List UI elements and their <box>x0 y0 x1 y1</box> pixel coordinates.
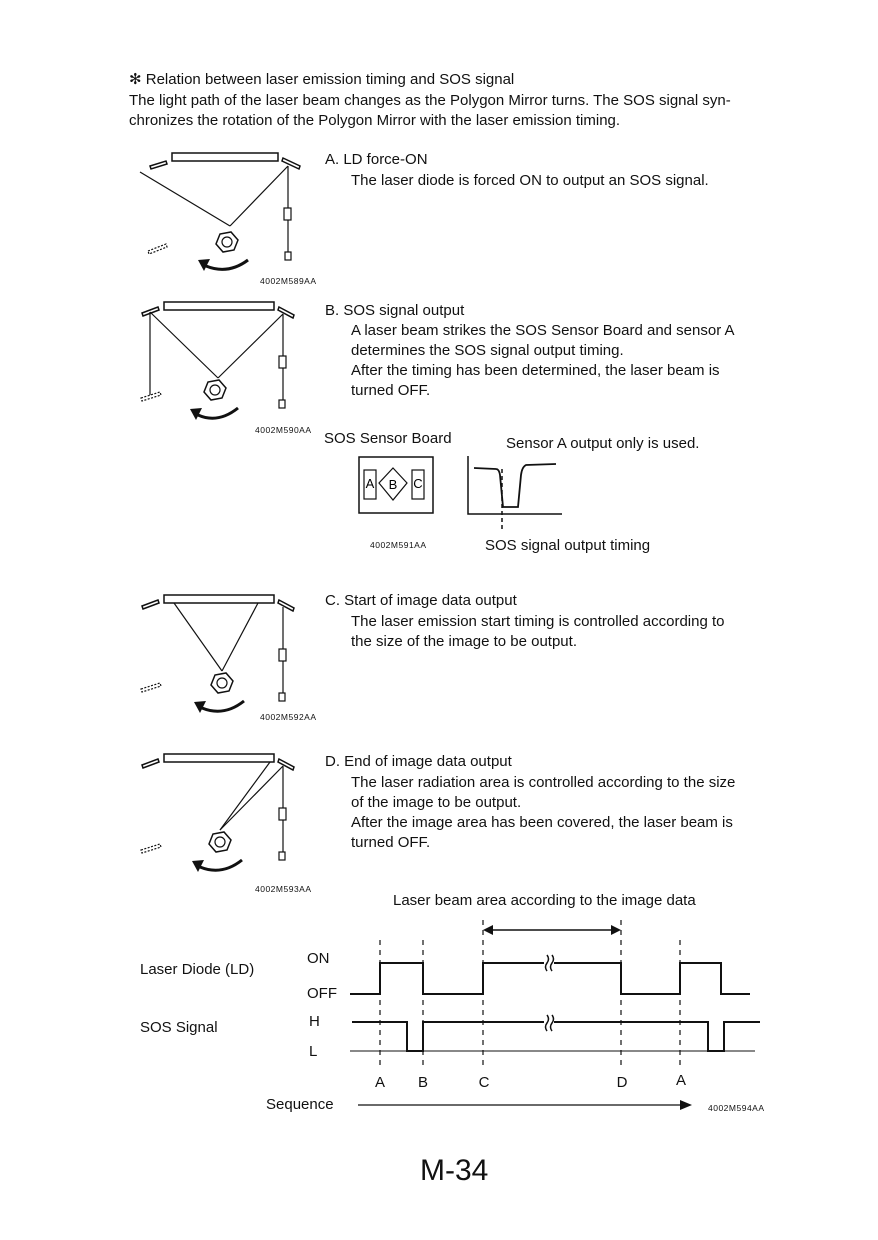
figure-code-timing: 4002M594AA <box>708 1103 765 1113</box>
step-d-title: D. End of image data output <box>325 753 512 770</box>
polygon-mirror-diagram-d <box>138 750 313 880</box>
step-d-line-4: turned OFF. <box>351 834 431 851</box>
h-label: H <box>309 1013 320 1030</box>
page-number: M-34 <box>420 1154 489 1187</box>
sensor-c-label: C <box>413 476 423 491</box>
marker-a-repeat: A <box>675 1072 687 1089</box>
marker-b: B <box>417 1074 429 1091</box>
step-a-title: A. LD force-ON <box>325 151 428 168</box>
figure-code-a: 4002M589AA <box>260 276 317 286</box>
sequence-label: Sequence <box>266 1096 334 1113</box>
l-label: L <box>309 1043 318 1060</box>
step-d-line-1: The laser radiation area is controlled according to the size <box>351 774 736 791</box>
marker-c: C <box>478 1074 490 1091</box>
marker-a: A <box>374 1074 386 1091</box>
step-b-line-3: After the timing has been determined, the laser beam is <box>351 362 720 379</box>
step-b-title: B. SOS signal output <box>325 302 465 319</box>
marker-d: D <box>616 1074 628 1091</box>
sos-output-timing-label: SOS signal output timing <box>485 537 651 554</box>
step-b-line-1: A laser beam strikes the SOS Sensor Board and sensor A <box>351 322 735 339</box>
intro-text-line-2: chronizes the rotation of the Polygon Mirror with the laser emission timing. <box>129 112 621 129</box>
off-label: OFF <box>307 985 337 1002</box>
sensor-a-label: A <box>365 476 375 491</box>
polygon-mirror-diagram-a <box>138 148 313 278</box>
sensor-output-note: Sensor A output only is used. <box>506 435 700 452</box>
step-d-line-2: of the image to be output. <box>351 794 522 811</box>
sos-signal-label: SOS Signal <box>140 1019 218 1036</box>
sensor-b-label: B <box>388 477 398 492</box>
polygon-mirror-diagram-c <box>138 591 313 721</box>
sos-sensor-board-diagram <box>358 456 434 514</box>
figure-code-c: 4002M592AA <box>260 712 317 722</box>
figure-code-d: 4002M593AA <box>255 884 312 894</box>
figure-code-b: 4002M590AA <box>255 425 312 435</box>
section-heading: ✻ Relation between laser emission timing and SOS signal <box>129 71 515 88</box>
sensor-a-output-waveform <box>466 455 564 531</box>
step-d-line-3: After the image area has been covered, the laser beam is <box>351 814 733 831</box>
figure-code-sensor: 4002M591AA <box>370 540 427 550</box>
step-c-line-2: the size of the image to be output. <box>351 633 577 650</box>
laser-diode-label: Laser Diode (LD) <box>140 961 255 978</box>
step-c-line-1: The laser emission start timing is controlled according to <box>351 613 725 630</box>
sos-sensor-board-label: SOS Sensor Board <box>324 430 452 447</box>
step-b-line-2: determines the SOS signal output timing. <box>351 342 624 359</box>
intro-text-line-1: The light path of the laser beam changes as the Polygon Mirror turns. The SOS signal syn- <box>129 92 731 109</box>
step-b-line-4: turned OFF. <box>351 382 431 399</box>
on-label: ON <box>307 950 330 967</box>
timing-chart <box>340 915 770 1115</box>
polygon-mirror-diagram-b <box>138 298 313 428</box>
step-c-title: C. Start of image data output <box>325 592 517 609</box>
laser-beam-area-label: Laser beam area according to the image data <box>393 892 696 909</box>
step-a-description: The laser diode is forced ON to output an SOS signal. <box>351 172 709 189</box>
